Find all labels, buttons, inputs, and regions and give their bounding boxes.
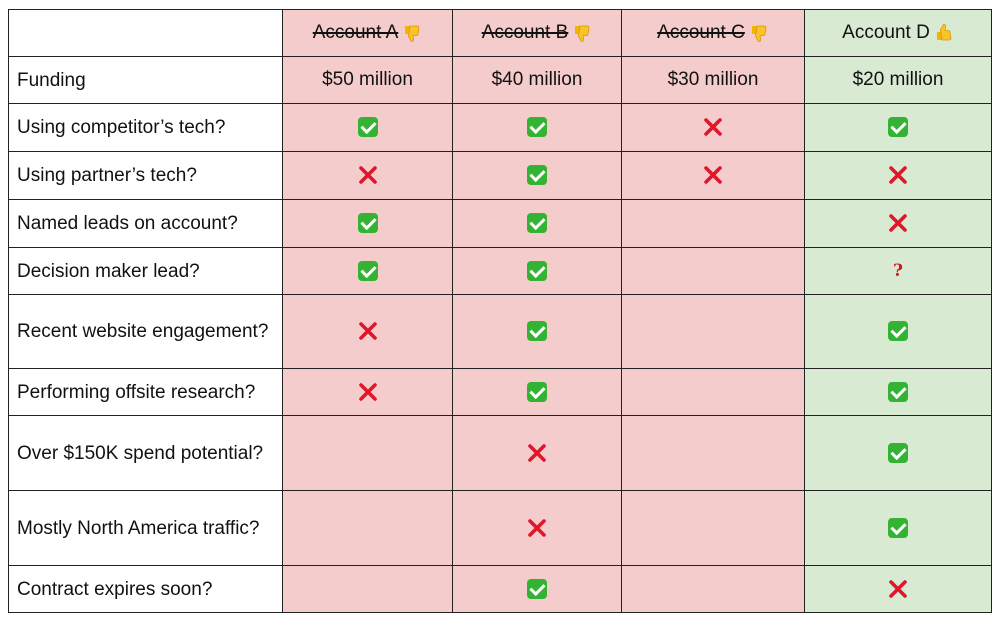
value-cell <box>283 104 453 152</box>
column-header-label: Account C <box>657 22 745 43</box>
value-cell <box>283 248 453 295</box>
check-mark-button-icon <box>527 321 547 341</box>
check-mark-button-icon <box>527 117 547 137</box>
value-cell <box>805 416 992 491</box>
row-label: Mostly North America traffic? <box>9 491 283 566</box>
table-row <box>9 416 992 491</box>
check-mark-button-icon <box>527 382 547 402</box>
value-cell <box>622 200 805 248</box>
column-header-account-d <box>805 10 992 57</box>
value-text: $40 million <box>491 69 583 90</box>
value-cell <box>622 248 805 295</box>
table-row <box>9 57 992 104</box>
thumbs-down-icon <box>402 23 422 43</box>
row-label: Performing offsite research? <box>9 369 283 416</box>
value-cell <box>453 295 622 369</box>
value-cell <box>283 57 453 104</box>
column-header-label: Account B <box>481 22 569 43</box>
value-cell <box>283 152 453 200</box>
value-cell <box>805 200 992 248</box>
value-cell <box>453 416 622 491</box>
value-cell <box>622 57 805 104</box>
cross-mark-icon <box>888 213 908 233</box>
value-cell <box>283 200 453 248</box>
value-text: $30 million <box>667 69 759 90</box>
row-label: Decision maker lead? <box>9 248 283 295</box>
value-cell <box>453 152 622 200</box>
cross-mark-icon <box>888 165 908 185</box>
value-cell <box>805 369 992 416</box>
cross-mark-icon <box>703 117 723 137</box>
value-cell <box>622 295 805 369</box>
value-cell <box>622 416 805 491</box>
check-mark-button-icon <box>888 443 908 463</box>
question-mark-icon: ? <box>893 260 903 281</box>
value-cell <box>453 491 622 566</box>
value-cell <box>622 566 805 613</box>
check-mark-button-icon <box>888 117 908 137</box>
value-cell <box>453 200 622 248</box>
value-cell <box>622 369 805 416</box>
check-mark-button-icon <box>358 117 378 137</box>
table-row <box>9 566 992 613</box>
cross-mark-icon <box>703 165 723 185</box>
table-row <box>9 369 992 416</box>
value-cell <box>283 369 453 416</box>
header-row <box>9 10 992 57</box>
corner-cell <box>9 10 283 57</box>
cross-mark-icon <box>358 382 378 402</box>
check-mark-button-icon <box>888 382 908 402</box>
account-comparison-table <box>8 9 992 613</box>
value-cell <box>283 566 453 613</box>
table-row <box>9 200 992 248</box>
table-row <box>9 104 992 152</box>
check-mark-button-icon <box>527 165 547 185</box>
row-label: Named leads on account? <box>9 200 283 248</box>
value-cell <box>805 295 992 369</box>
value-cell <box>453 566 622 613</box>
value-cell <box>805 491 992 566</box>
value-text: $50 million <box>322 69 413 90</box>
table-row <box>9 152 992 200</box>
check-mark-button-icon <box>358 261 378 281</box>
value-cell <box>283 295 453 369</box>
value-cell <box>805 104 992 152</box>
value-cell <box>453 369 622 416</box>
row-label: Using partner’s tech? <box>9 152 283 200</box>
check-mark-button-icon <box>527 261 547 281</box>
row-label: Funding <box>9 57 283 104</box>
check-mark-button-icon <box>888 518 908 538</box>
check-mark-button-icon <box>527 579 547 599</box>
check-mark-button-icon <box>888 321 908 341</box>
value-cell <box>453 57 622 104</box>
value-cell <box>805 248 992 295</box>
value-cell <box>453 104 622 152</box>
column-header-account-b <box>453 10 622 57</box>
value-cell <box>805 152 992 200</box>
value-cell <box>622 491 805 566</box>
value-cell <box>283 416 453 491</box>
cross-mark-icon <box>527 443 547 463</box>
value-text: $20 million <box>852 69 944 90</box>
row-label: Using competitor’s tech? <box>9 104 283 152</box>
table-row <box>9 491 992 566</box>
check-mark-button-icon <box>527 213 547 233</box>
column-header-label: Account A <box>312 22 399 43</box>
cross-mark-icon <box>888 579 908 599</box>
row-label: Contract expires soon? <box>9 566 283 613</box>
row-label: Over $150K spend potential? <box>9 416 283 491</box>
column-header-account-c <box>622 10 805 57</box>
cross-mark-icon <box>527 518 547 538</box>
thumbs-down-icon <box>572 23 592 43</box>
column-header-account-a <box>283 10 453 57</box>
thumbs-down-icon <box>749 23 769 43</box>
table-row <box>9 295 992 369</box>
row-label: Recent website engagement? <box>9 295 283 369</box>
cross-mark-icon <box>358 165 378 185</box>
value-cell <box>622 152 805 200</box>
value-cell <box>805 566 992 613</box>
thumbs-up-icon <box>934 23 954 43</box>
value-cell <box>453 248 622 295</box>
table-row <box>9 248 992 295</box>
value-cell <box>283 491 453 566</box>
value-cell <box>622 104 805 152</box>
value-cell <box>805 57 992 104</box>
check-mark-button-icon <box>358 213 378 233</box>
cross-mark-icon <box>358 321 378 341</box>
column-header-label: Account D <box>842 22 930 43</box>
